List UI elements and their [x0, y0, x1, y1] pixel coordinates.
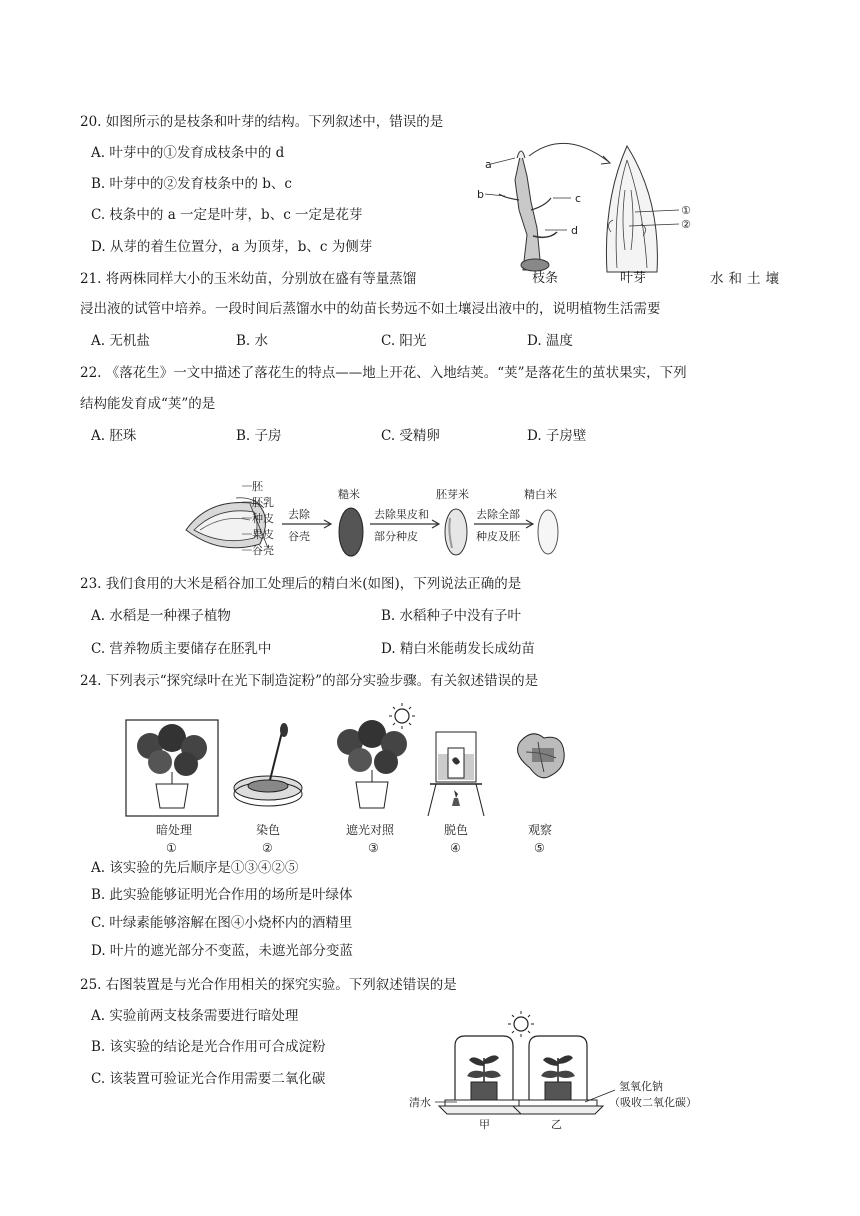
q22-option-a: A. 胚珠 [91, 428, 137, 444]
caption-branch: 枝条 [532, 271, 559, 286]
staining-illustration [234, 723, 302, 806]
branch-illustration [499, 151, 557, 271]
label-jar-jia: 甲 [479, 1118, 490, 1131]
step4-num: ④ [450, 841, 461, 855]
label-c: c [575, 192, 582, 205]
step5-num: ⑤ [534, 841, 545, 855]
q23-option-c: C. 营养物质主要储存在胚乳中 [91, 641, 272, 657]
rice-part-husk: 谷壳 [252, 544, 274, 557]
jar-right-illustration [513, 1036, 603, 1114]
label-a: a [485, 158, 492, 171]
rice-part-embryo: 胚 [252, 480, 263, 493]
starch-experiment-figure [120, 702, 590, 860]
label-d: d [571, 224, 578, 237]
polished-rice-grain [538, 510, 558, 554]
q24-option-b: B. 此实验能够证明光合作用的场所是叶绿体 [91, 887, 353, 903]
q20-option-b: B. 叶芽中的②发育枝条中的 b、c [91, 176, 292, 192]
q21-option-d: D. 温度 [527, 333, 573, 349]
q21-stem-line1-end: 水和土壤 [710, 271, 784, 287]
step1-label: 暗处理 [156, 823, 193, 837]
q23-option-a: A. 水稻是一种裸子植物 [91, 608, 231, 624]
q21-option-c: C. 阳光 [381, 333, 427, 349]
rice-part-pericarp: 果皮 [252, 528, 274, 541]
q24-stem: 24. 下列表示“探究绿叶在光下制造淀粉”的部分实验步骤。有关叙述错误的是 [80, 673, 539, 689]
q20-stem: 20. 如图所示的是枝条和叶芽的结构。下列叙述中，错误的是 [80, 114, 444, 130]
q21-stem-line1: 21. 将两株同样大小的玉米幼苗，分别放在盛有等量蒸馏 [80, 271, 417, 287]
brown-rice-grain [339, 508, 363, 556]
q21-stem-line2: 浸出液的试管中培养。一段时间后蒸馏水中的幼苗长势远不如土壤浸出液中的，说明植物生活需要 [80, 301, 661, 317]
rice-part-endosperm: 胚乳 [252, 496, 274, 509]
q22-stem-line2: 结构能发育成“荚”的是 [80, 396, 216, 412]
label-2: ② [681, 218, 691, 231]
q22-option-d: D. 子房壁 [527, 428, 587, 444]
rice-part-seed-coat: 种皮 [252, 512, 274, 525]
label-absorb-co2: （吸收二氧化碳） [609, 1096, 697, 1109]
q21-option-a: A. 无机盐 [91, 333, 150, 349]
q23-option-b: B. 水稻种子中没有子叶 [381, 608, 522, 624]
dark-treatment-illustration [126, 720, 218, 816]
label-jar-yi: 乙 [551, 1118, 562, 1131]
q20-option-c: C. 枝条中的 a 一定是叶芽，b、c 一定是花芽 [91, 207, 363, 223]
leaf-bud-illustration [606, 146, 657, 272]
rice-stage-polished: 精白米 [524, 488, 557, 501]
germ-rice-grain [445, 509, 467, 555]
step2-label: 染色 [256, 823, 281, 837]
shading-control-illustration [337, 720, 407, 808]
sun-icon [389, 703, 415, 729]
bell-jar-figure [405, 1010, 705, 1132]
step3-num: ③ [368, 841, 379, 855]
step4-label: 脱色 [444, 823, 469, 837]
q24-option-a: A. 该实验的先后顺序是①③④②⑤ [91, 860, 299, 876]
q20-option-d: D. 从芽的着生位置分，a 为顶芽，b、c 为侧芽 [91, 239, 373, 255]
rice-processing-figure [180, 478, 580, 570]
q24-option-c: C. 叶绿素能够溶解在图④小烧杯内的酒精里 [91, 915, 353, 931]
decolorizing-illustration [428, 732, 484, 816]
label-naoh: 氢氧化钠 [619, 1080, 663, 1093]
q24-option-d: D. 叶片的遮光部分不变蓝，未遮光部分变蓝 [91, 943, 353, 959]
step1-num: ① [166, 841, 177, 855]
observe-leaf-illustration [518, 734, 565, 778]
rice-step3-line1: 去除全部 [476, 508, 520, 521]
q23-option-d: D. 精白米能萌发长成幼苗 [381, 641, 535, 657]
q22-option-c: C. 受精卵 [381, 428, 440, 444]
label-b: b [477, 188, 484, 201]
caption-bud: 叶芽 [620, 271, 647, 286]
rice-step1-line2: 谷壳 [288, 530, 310, 543]
step5-label: 观察 [528, 823, 553, 837]
step3-label: 遮光对照 [346, 823, 395, 837]
q22-option-b: B. 子房 [236, 428, 282, 444]
label-1: ① [681, 204, 691, 217]
label-water: 清水 [409, 1096, 431, 1109]
q20-option-a: A. 叶芽中的①发育成枝条中的 d [91, 145, 285, 161]
q21-option-b: B. 水 [236, 333, 269, 349]
q25-option-b: B. 该实验的结论是光合作用可合成淀粉 [91, 1039, 326, 1055]
sun-icon [508, 1011, 534, 1037]
rice-step2-line2: 部分种皮 [374, 530, 418, 543]
q25-option-a: A. 实验前两支枝条需要进行暗处理 [91, 1008, 299, 1024]
q23-stem: 23. 我们食用的大米是稻谷加工处理后的精白米(如图)，下列说法正确的是 [80, 576, 522, 592]
rice-step1-line1: 去除 [288, 508, 310, 521]
q25-stem: 25. 右图装置是与光合作用相关的探究实验。下列叙述错误的是 [80, 977, 457, 993]
rice-step2-line1: 去除果皮和 [374, 508, 429, 521]
step2-num: ② [262, 841, 273, 855]
rice-stage-brown: 糙米 [338, 488, 360, 501]
q22-stem-line1: 22. 《落花生》一文中描述了落花生的特点——地上开花、入地结荚。“荚”是落花生的茧状果实，下列 [80, 365, 687, 381]
rice-stage-germ: 胚芽米 [436, 488, 469, 501]
q25-option-c: C. 该装置可验证光合作用需要二氧化碳 [91, 1071, 326, 1087]
branch-bud-figure [475, 140, 715, 290]
rice-step3-line2: 种皮及胚 [476, 530, 520, 543]
